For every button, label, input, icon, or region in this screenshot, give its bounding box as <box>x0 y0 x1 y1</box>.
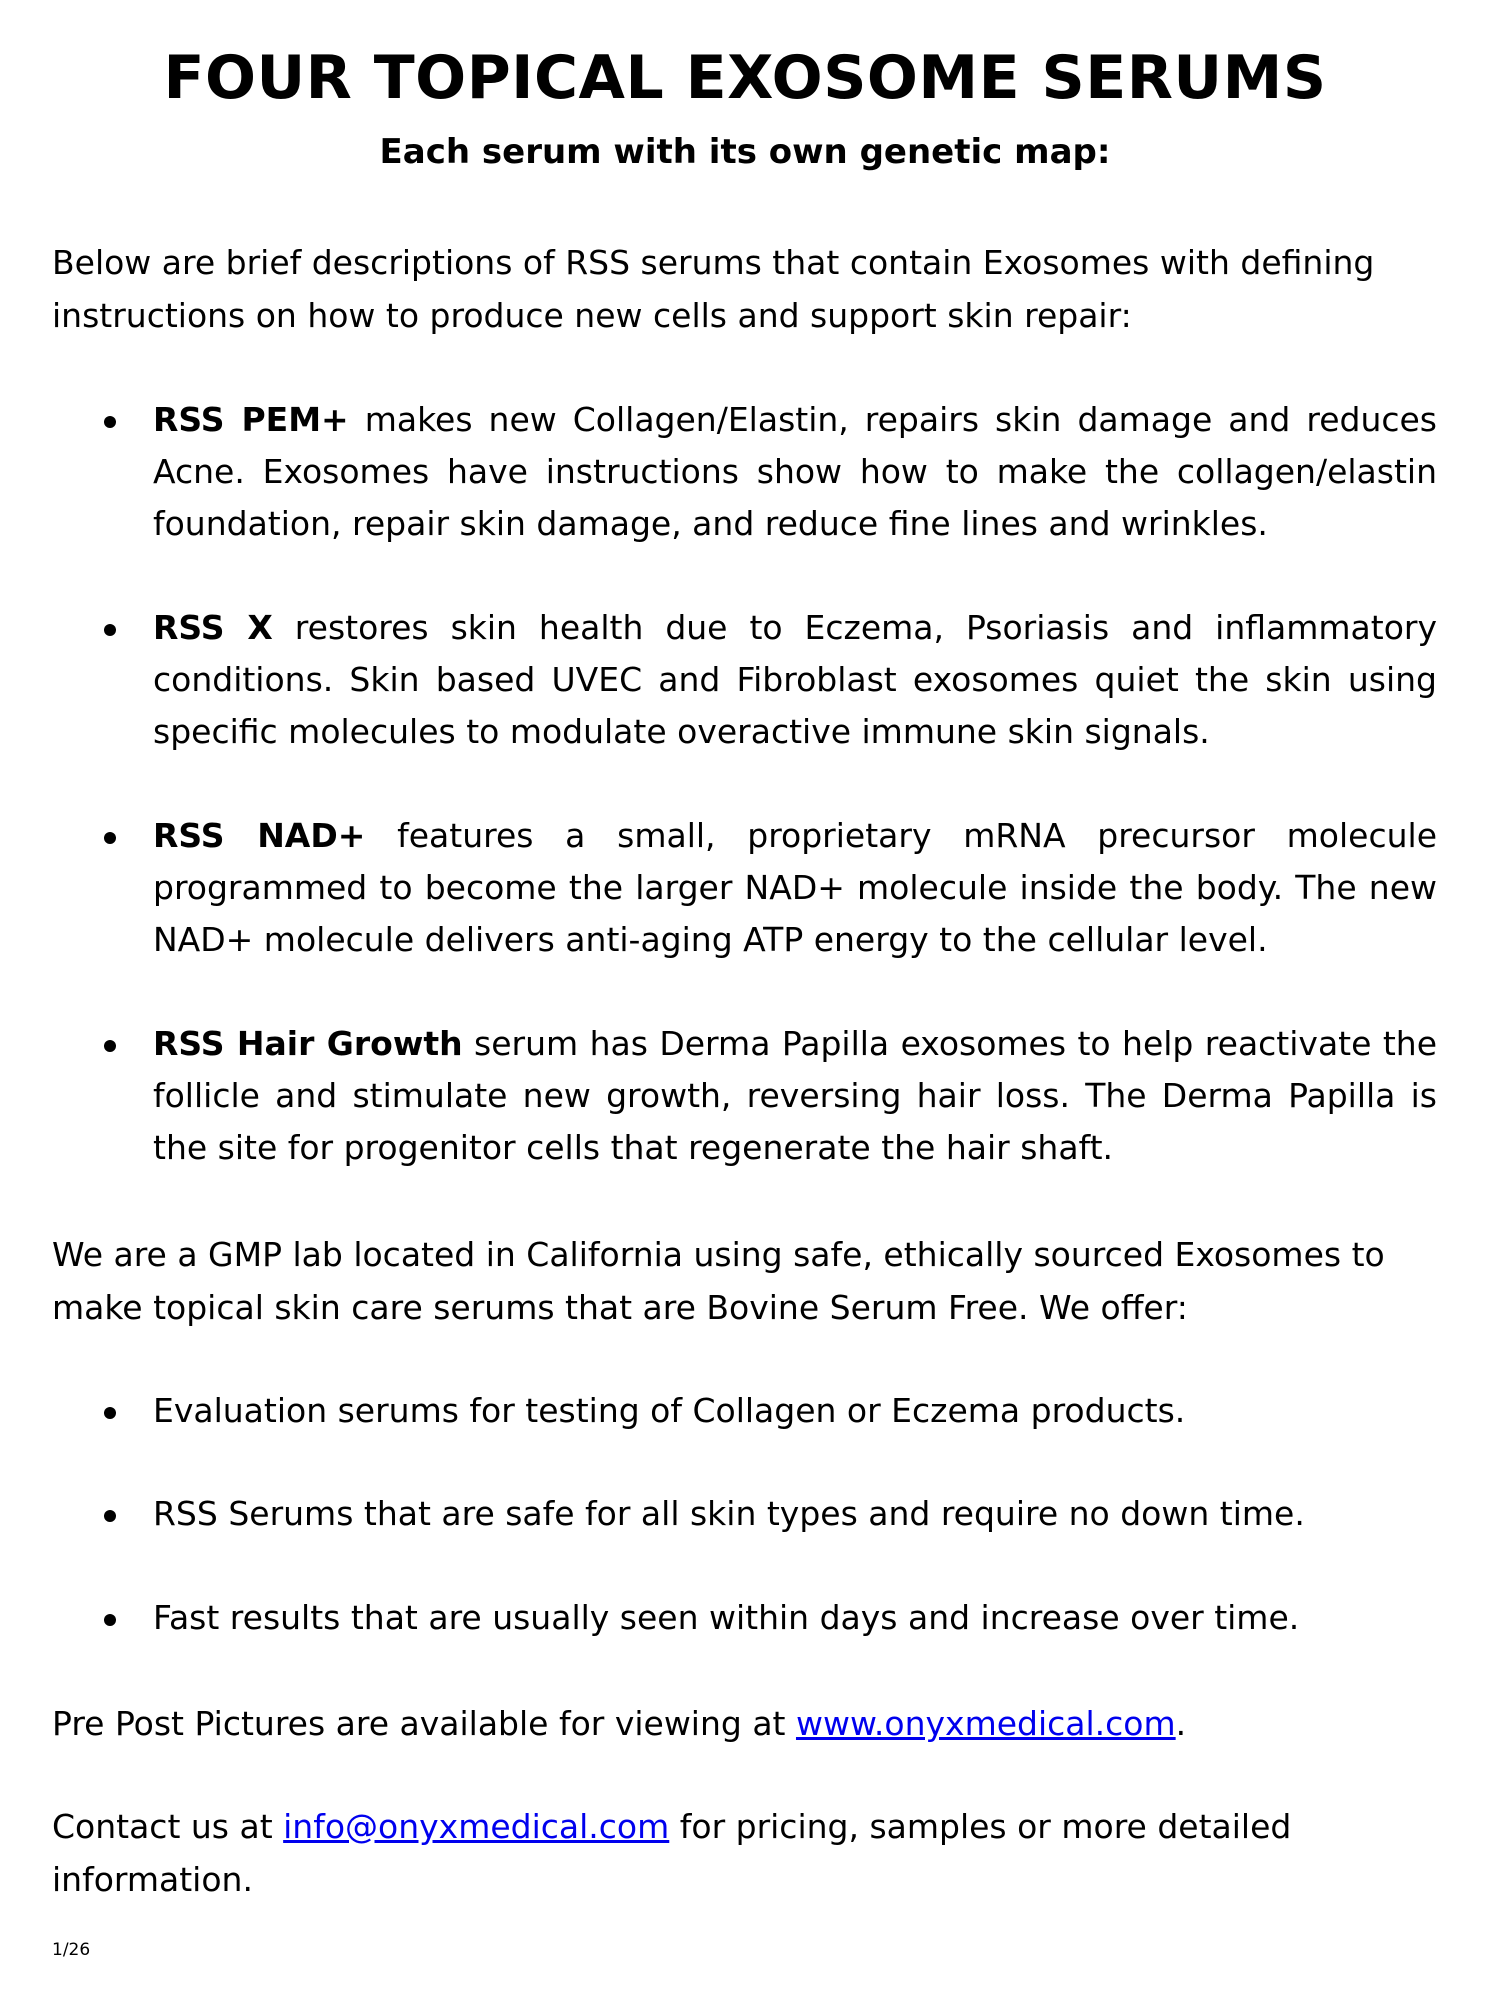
document-title: FOUR TOPICAL EXOSOME SERUMS <box>163 43 1327 113</box>
bullet-icon <box>104 832 116 844</box>
product-name: RSS Hair Growth <box>153 1024 463 1063</box>
document-subtitle: Each serum with its own genetic map: <box>379 132 1111 172</box>
product-description <box>153 394 1437 550</box>
contact-paragraph <box>52 1800 1442 1906</box>
contact-suffix: for pricing, samples or more detailed information. <box>52 1807 1292 1899</box>
product-description <box>153 810 1437 966</box>
product-text: serum has Derma Papilla exosomes to help reactivate the follicle and stimulate new growth, reversing hair loss. The Derma Papilla is the site for progenitor cells that regenerate the hair shaft. <box>153 1024 1437 1167</box>
prepost-suffix: . <box>1175 1704 1187 1743</box>
product-name: RSS X <box>153 608 273 647</box>
offer-text: RSS Serums that are safe for all skin types and require no down time. <box>153 1494 1305 1533</box>
prepost-paragraph <box>52 1697 1442 1750</box>
product-text: makes new Collagen/Elastin, repairs skin damage and reduces Acne. Exosomes have instructions show how to make the collagen/elastin foundation, repair skin damage, and reduce fine lines and wrinkles. <box>153 400 1438 543</box>
page-number: 1/26 <box>52 1940 91 1960</box>
product-name: RSS PEM+ <box>153 400 349 439</box>
product-description <box>153 602 1437 758</box>
bullet-icon <box>104 1407 116 1419</box>
gmp-paragraph: We are a GMP lab located in California using safe, ethically sourced Exosomes to make topical skin care serums that are Bovine Serum Free. We offer: <box>52 1235 1385 1327</box>
prepost-prefix: Pre Post Pictures are available for viewing at <box>52 1704 796 1743</box>
email-link[interactable]: info@onyxmedical.com <box>283 1807 670 1846</box>
product-name: RSS NAD+ <box>153 816 366 855</box>
intro-paragraph: Below are brief descriptions of RSS serums that contain Exosomes with defining instructions on how to produce new cells and support skin repair: <box>52 243 1375 335</box>
bullet-icon <box>104 1040 116 1052</box>
bullet-icon <box>104 1510 116 1522</box>
bullet-icon <box>104 624 116 636</box>
bullet-icon <box>104 416 116 428</box>
product-text: restores skin health due to Eczema, Psoriasis and inflammatory conditions. Skin based UVEC and Fibroblast exosomes quiet the skin using specific molecules to modulate overactive immune skin signals. <box>153 608 1437 751</box>
offer-text: Fast results that are usually seen within days and increase over time. <box>153 1598 1300 1637</box>
product-text: features a small, proprietary mRNA precursor molecule programmed to become the larger NAD+ molecule inside the body. The new NAD+ molecule delivers anti-aging ATP energy to the cellular level. <box>153 816 1437 959</box>
website-link[interactable]: www.onyxmedical.com <box>795 1704 1176 1743</box>
contact-prefix: Contact us at <box>52 1807 284 1846</box>
bullet-icon <box>104 1614 116 1626</box>
offer-text: Evaluation serums for testing of Collagen or Eczema products. <box>153 1391 1186 1430</box>
product-description <box>153 1018 1437 1174</box>
